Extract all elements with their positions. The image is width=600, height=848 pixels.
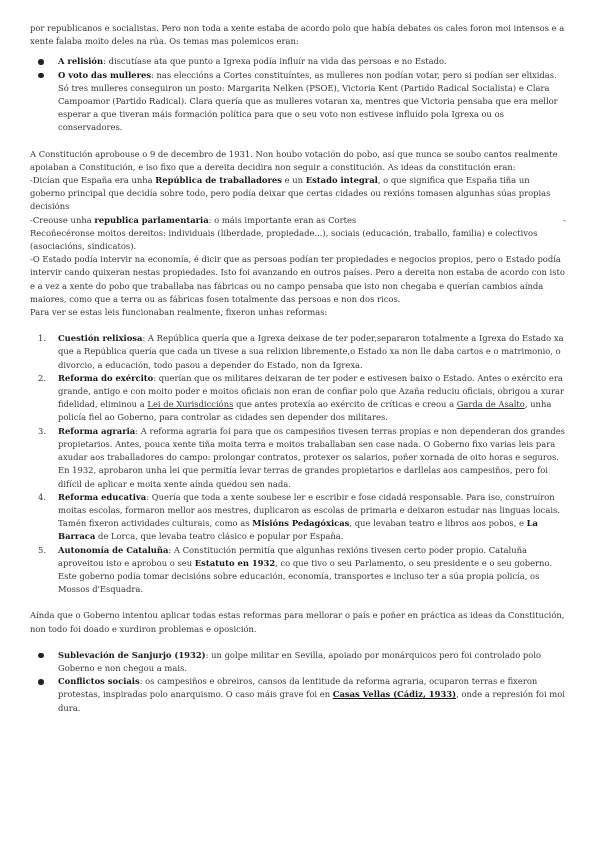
intro-paragraph: por republicanos e socialistas. Pero non toda a xente estaba de acordo polo que había debates os cales foron moi intensos e a xente falaba moito deles na rúa. Os temas mas polemicos eran: bbox=[30, 23, 565, 47]
list-item: Conflictos sociais: os campesiños e obreiros, cansos da lentitude da reforma agraria, ocuparon terras e fixeron protestas, inspiradas polo anarquismo. O caso máis grave foi en Casas Vellas (Cádiz, 1933), onde a represión foi moi dura. bbox=[30, 675, 566, 715]
list-item: Sublevación de Sanjurjo (1932): un golpe militar en Sevilla, apoiado por monárquicos pero foi controlado polo Goberno e non chegou a mais. bbox=[30, 649, 566, 675]
list-item: 2. Reforma do exército: querían que os militares deixaran de ter poder e estivesen baixo o Estado. Antes o exército era grande, antigo e con moito poder e moitos oficiais non eran de confiar polo que Azaña reduciu oficiais, obrigou a xurar fidelidad, eliminou a Lei de Xurisdiccións que antes protexía ao exército de críticas e creou a Garda de Asalto, unha policía fiel ao Goberno, para controlar as cidades sen depender dos militares. bbox=[38, 372, 564, 423]
constitution-line: -O Estado podía intervir na economía, é dicir que as persoas podían ter propiedades e negocios propios, pero o Estado podía intervir cando quixeran nestas propiedades. Isto foi avanzando en outros países. Pero a dereita non estaba de acordo con isto e a vez a xente do pobo que traballaba nas fábricas ou no campo pensaba que isto non chegaba e querían cambios aínda maiores, como que a terra ou as fábricas fosen totalmente das persoas e non dos ricos. bbox=[30, 254, 565, 304]
closing-paragraph: Aínda que o Goberno intentou aplicar todas estas reformas para mellorar o país e poñer en práctica as ideas da Constitución, non todo foi doado e xurdiron problemas e oposición. bbox=[30, 610, 565, 634]
list-item: 3. Reforma agraria: A reforma agraria foi para que os campesiños tivesen terras propias e non dependeran dos grandes propietarios. Antes, pouca xente tiña moita terra e moitos traballaban sen case nada. O Goberno fixo varias leis para axudar aos traballadores do campo: prolongar contratos, protexer os salarios, poñer xornada de oito horas e seguros. En 1932, aprobaron unha lei que permitía levar terras de grandes propietarios e darllelas aos campesiños, pero foi difícil de aplicar e moita xente aínda quedou sen nada. bbox=[38, 425, 565, 489]
link-text: Garda de Asalto bbox=[456, 399, 525, 410]
problems-list bbox=[30, 649, 566, 715]
link-text: Lei de Xurisdiccións bbox=[147, 399, 234, 410]
list-item: 5. Autonomía de Cataluña: A Constitución permitía que algunhas rexións tivesen certo poder propio. Cataluña aproveitou isto e aprobou o seu Estatuto en 1932, co que tivo o seu Parlamento, o seu presidente e o seu goberno. Este goberno podía tomar decisións sobre educación, economía, transportes e incluso ter a súa propia policía, os Mossos d'Esquadra. bbox=[38, 544, 553, 595]
list-item: O voto das mulleres: nas eleccións a Cortes constituíntes, as mulleres non podían votar, pero si podían ser elixidas. Só tres mulleres conseguiron un posto: Margarita Nelken (PSOE), Victoria Kent (Partido Radical Socialista) e Clara Campoamor (Partido Radical). Clara quería que as mulleres votaran xa, mentres que Victoria pensaba que era mellor esperar a que tiveran máis formación política para que o seu voto non estivese influído pola Igrexa ou os conservadores. bbox=[30, 69, 566, 135]
constitution-line: Recoñecéronse moitos dereitos: individuais (liberdade, propiedade...), sociais (educación, traballo, familia) e colectivos (asociacións, sindicatos). bbox=[30, 227, 538, 252]
debate-topics-list bbox=[30, 55, 566, 134]
topic-term: O voto das mulleres bbox=[58, 69, 152, 80]
list-item: 4. Reforma educativa: Quería que toda a xente soubese ler e escribir e fose cidadá responsable. Para iso, construíron moitas escolas, formaron mellor aos mestres, duplicaron as escolas de primaria e deixaron estudar nas linguas locais. Tamén fixeron actividades culturais, como as Misións Pedagóxicas, que levaban teatro e libros aos pobos, e La Barraca de Lorca, que levaba teatro clásico e popular por España. bbox=[38, 491, 560, 542]
constitution-line: -Creouse unha republica parlamentaria: o máis importante eran as Cortes - bbox=[30, 214, 566, 225]
constitution-section bbox=[30, 148, 566, 320]
list-item: 1. Cuestión relixiosa: A República quería que a Igrexa deixase de ter poder,separaron totalmente a Igrexa do Estado xa que a República quería que cada un tivese a sua relixion libremente,o Estado xa non lle daba cartos e o matrimonio, o divorcio, a educación, todo pasou a depender do Estado, non da Igrexa. bbox=[38, 333, 564, 370]
list-item: A relisión: discutíase ata que punto a Igrexa podía influír na vida das persoas e no Estado. bbox=[30, 55, 566, 68]
reforms-list bbox=[30, 332, 566, 596]
constitution-paragraph: A Constitución aprobouse o 9 de decembro de 1931. Non houbo votación do pobo, así que nunca se soubo cantos realmente apoiaban a Constitución, e iso fixo que a dereita decidira non seguir a constitución. As ideas da constitución eran: bbox=[30, 148, 558, 172]
constitution-line: -Dicían que España era unha República de traballadores e un Estado integral, o que significa que España tiña un goberno principal que decidía sobre todo, pero podía deixar que certas cidades ou rexións tomasen algunhas súas propias decisións bbox=[30, 175, 551, 212]
link-text: Casas Vellas (Cádiz, 1933) bbox=[332, 689, 457, 700]
topic-term: A relisión bbox=[58, 56, 104, 67]
constitution-line: Para ver se estas leis funcionaban realmente, fixeron unhas reformas: bbox=[30, 307, 328, 318]
